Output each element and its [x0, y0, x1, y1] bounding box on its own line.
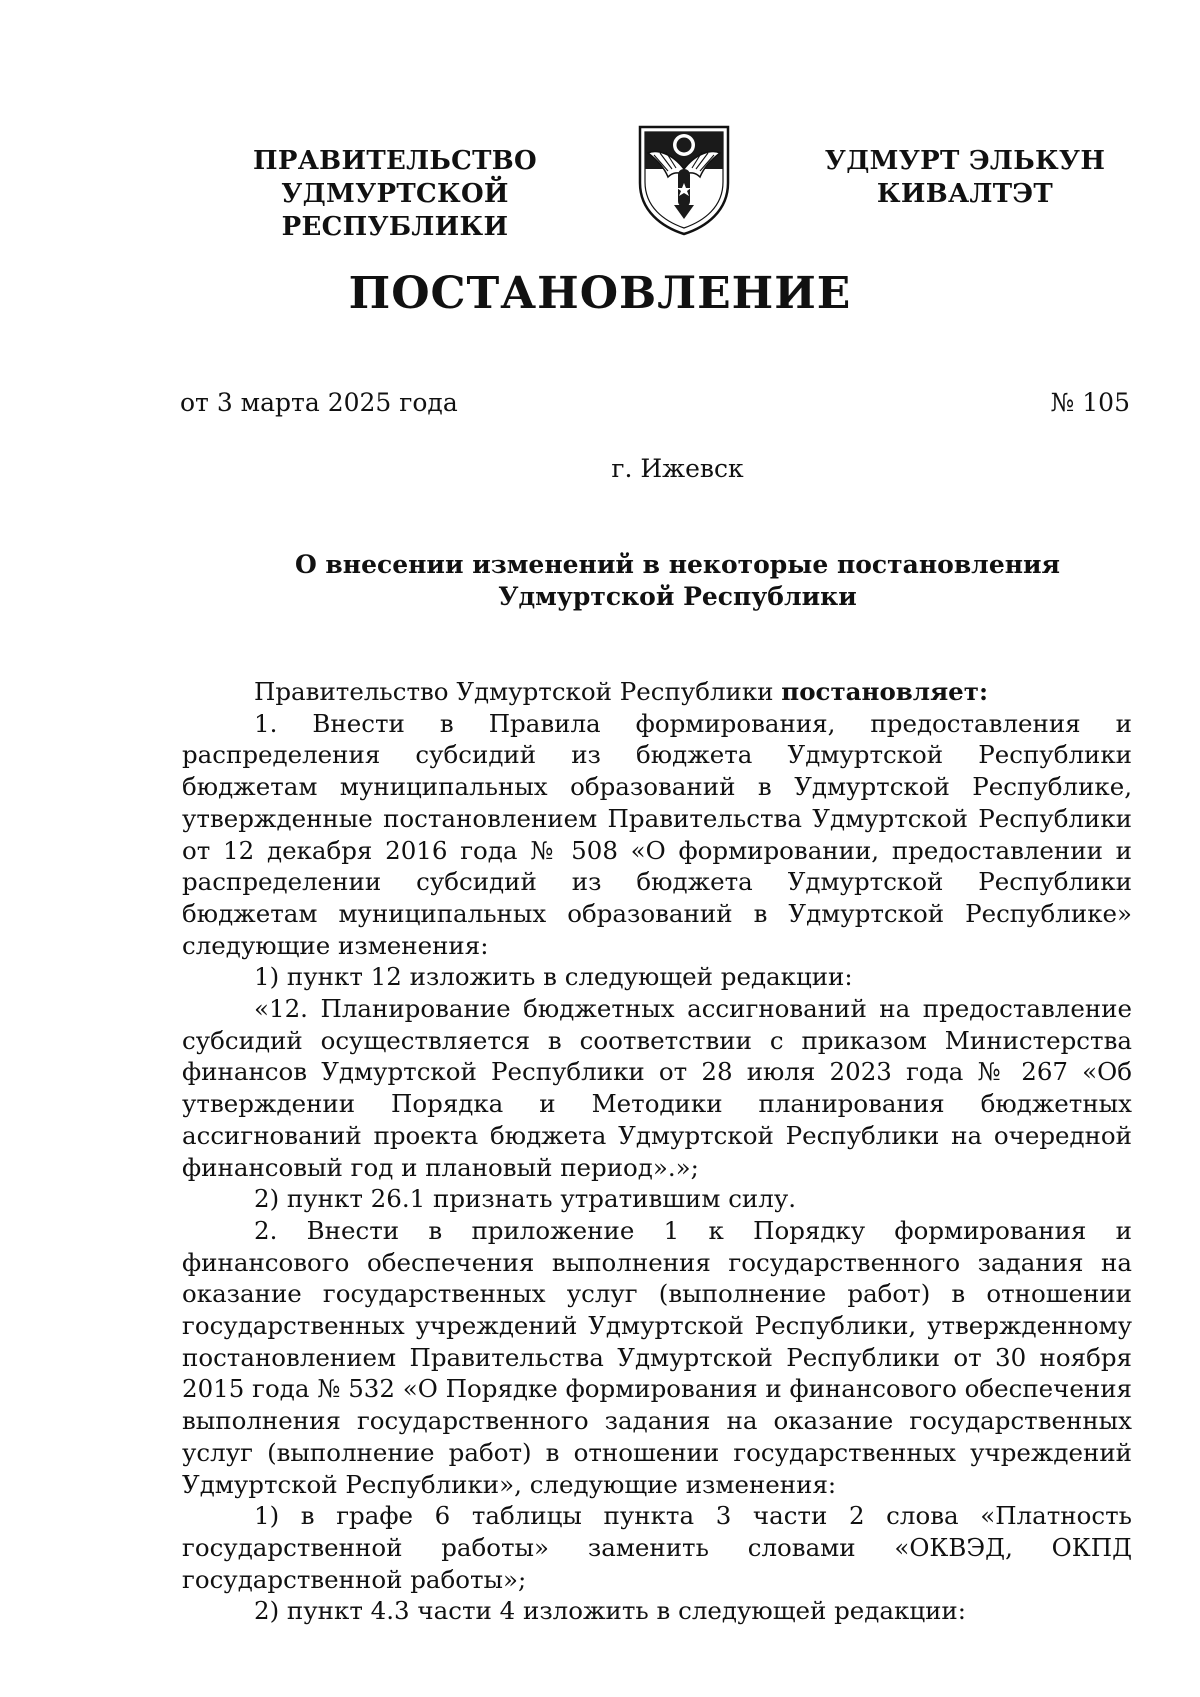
body-paragraph: 1) пункт 12 изложить в следующей редакции: [254, 962, 853, 992]
org-name-russian-line2: УДМУРТСКОЙ РЕСПУБЛИКИ [281, 179, 509, 242]
org-name-udmurt-line2: КИВАЛТЭТ [876, 179, 1054, 209]
document-date: от 3 марта 2025 года [180, 388, 458, 417]
body-paragraph: 2) пункт 26.1 признать утратившим силу. [254, 1184, 797, 1214]
org-name-russian-line1: ПРАВИТЕЛЬСТВО [253, 146, 537, 176]
document-title: ПОСТАНОВЛЕНИЕ [348, 268, 852, 319]
org-name-udmurt-line1: УДМУРТ ЭЛЬКУН [824, 146, 1106, 176]
body-paragraph: 2) пункт 4.3 части 4 изложить в следующей редакции: [254, 1596, 966, 1626]
intro-paragraph [182, 676, 1132, 708]
document-number: № 105 [1050, 388, 1130, 417]
org-name-udmurt [820, 145, 1110, 211]
document-body [182, 676, 1132, 1627]
document-subject-line1: О внесении изменений в некоторые постановления [294, 550, 1061, 579]
intro-text: Правительство Удмуртской Республики [254, 677, 782, 706]
intro-verb: постановляет: [781, 677, 988, 706]
coat-of-arms-icon [634, 123, 734, 237]
body-paragraph: 2. Внести в приложение 1 к Порядку формирования и финансового обеспечения выполнения государственного задания на оказание государственных услуг (выполнение работ) в отношении государственных учреждений Удмуртской Республики, утвержденному постановлением Правительства Удмуртской Республики от 30 ноября 2015 года № 532 «О Порядке формирования и финансового обеспечения выполнения государственного задания на оказание государственных услуг (выполнение работ) в отношении государственных учреждений Удмуртской Республики», следующие изменения: [182, 1215, 1132, 1499]
body-paragraph: 1. Внести в Правила формирования, предоставления и распределения субсидий из бюджета Удмуртской Республики бюджетам муниципальных образований в Удмуртской Республике, утвержденные постановлением Правительства Удмуртской Республики от 12 декабря 2016 года № 508 «О формировании, предоставлении и распределении субсидий из бюджета Удмуртской Республики бюджетам муниципальных образований в Удмуртской Республике» следующие изменения: [182, 708, 1132, 960]
document-subject [0, 549, 1200, 613]
document-city: г. Ижевск [611, 454, 744, 483]
letterhead [0, 145, 1200, 275]
org-name-russian [170, 145, 620, 244]
document-subject-line2: Удмуртской Республики [498, 582, 857, 611]
body-paragraph: «12. Планирование бюджетных ассигнований на предоставление субсидий осуществляется в соответствии с приказом Министерства финансов Удмуртской Республики от 28 июля 2023 года № 267 «Об утверждении Порядка и Методики планирования бюджетных ассигнований проекта бюджета Удмуртской Республики на очередной финансовый год и плановый период».»; [182, 994, 1132, 1182]
body-paragraph: 1) в графе 6 таблицы пункта 3 части 2 слова «Платность государственной работы» заменить словами «ОКВЭД, ОКПД государственной работы»; [182, 1501, 1132, 1594]
